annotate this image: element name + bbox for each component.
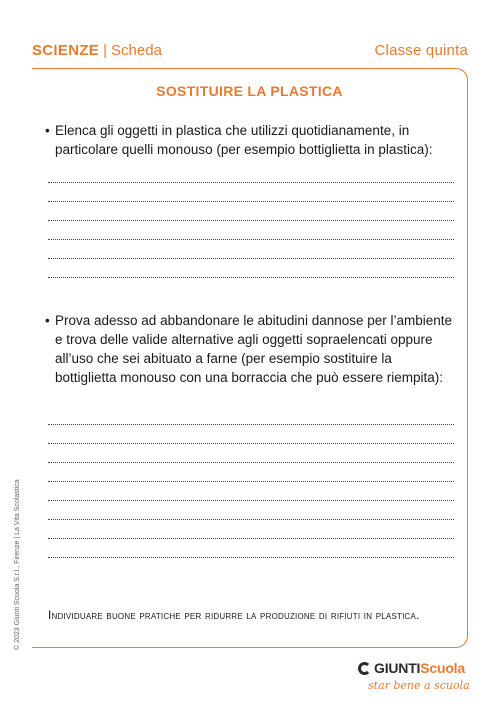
prompt-2 — [45, 311, 455, 387]
sheet-type-label: Scheda — [111, 42, 162, 59]
answer-line[interactable] — [48, 277, 454, 278]
logo-wordmark — [358, 660, 465, 676]
subject-heading — [32, 42, 162, 59]
answer-line[interactable] — [48, 481, 454, 482]
answer-line[interactable] — [48, 424, 454, 425]
answer-line[interactable] — [48, 239, 454, 240]
answer-line[interactable] — [48, 258, 454, 259]
subject-label: SCIENZE — [32, 42, 100, 59]
prompt-1 — [45, 121, 455, 159]
prompt-1-text: Elenca gli oggetti in plastica che utilizzi quotidianamente, in particolare quelli monouso (per esempio bottiglietta in plastica): — [55, 123, 433, 157]
answer-line[interactable] — [48, 500, 454, 501]
answer-line[interactable] — [48, 462, 454, 463]
page-header — [32, 42, 468, 62]
bullet-icon: • — [45, 123, 50, 138]
giunti-g-icon — [358, 662, 371, 675]
logo-part-1: GIUNTI — [374, 660, 421, 676]
logo-tagline: star bene a scuola — [368, 679, 470, 692]
bullet-icon: • — [45, 313, 50, 328]
learning-objective: Individuare buone pratiche per ridurre la produzione di rifiuti in plastica. — [48, 608, 420, 622]
answer-area-2[interactable] — [48, 424, 454, 576]
answer-line[interactable] — [48, 443, 454, 444]
prompt-2-text: Prova adesso ad abbandonare le abitudini dannose per l’ambiente e trova delle valide alternative agli oggetti sopraelencati oppure all’uso che sei abituato a farne (per esempio sostituire la bottiglietta monouso con una borraccia che può essere riempita): — [55, 313, 453, 385]
logo-part-2: Scuola — [420, 660, 465, 676]
answer-line[interactable] — [48, 182, 454, 183]
answer-line[interactable] — [48, 557, 454, 558]
answer-line[interactable] — [48, 220, 454, 221]
worksheet-title: SOSTITUIRE LA PLASTICA — [156, 83, 343, 99]
grade-label: Classe quinta — [374, 42, 468, 59]
publisher-logo — [358, 660, 478, 700]
copyright-text: © 2023 Giunti Scuola S.r.l., Firenze | La Vita Scolastica — [14, 479, 21, 650]
header-separator: | — [103, 42, 108, 59]
answer-line[interactable] — [48, 201, 454, 202]
answer-area-1[interactable] — [48, 182, 454, 296]
answer-line[interactable] — [48, 538, 454, 539]
answer-line[interactable] — [48, 519, 454, 520]
worksheet-card — [32, 68, 468, 648]
